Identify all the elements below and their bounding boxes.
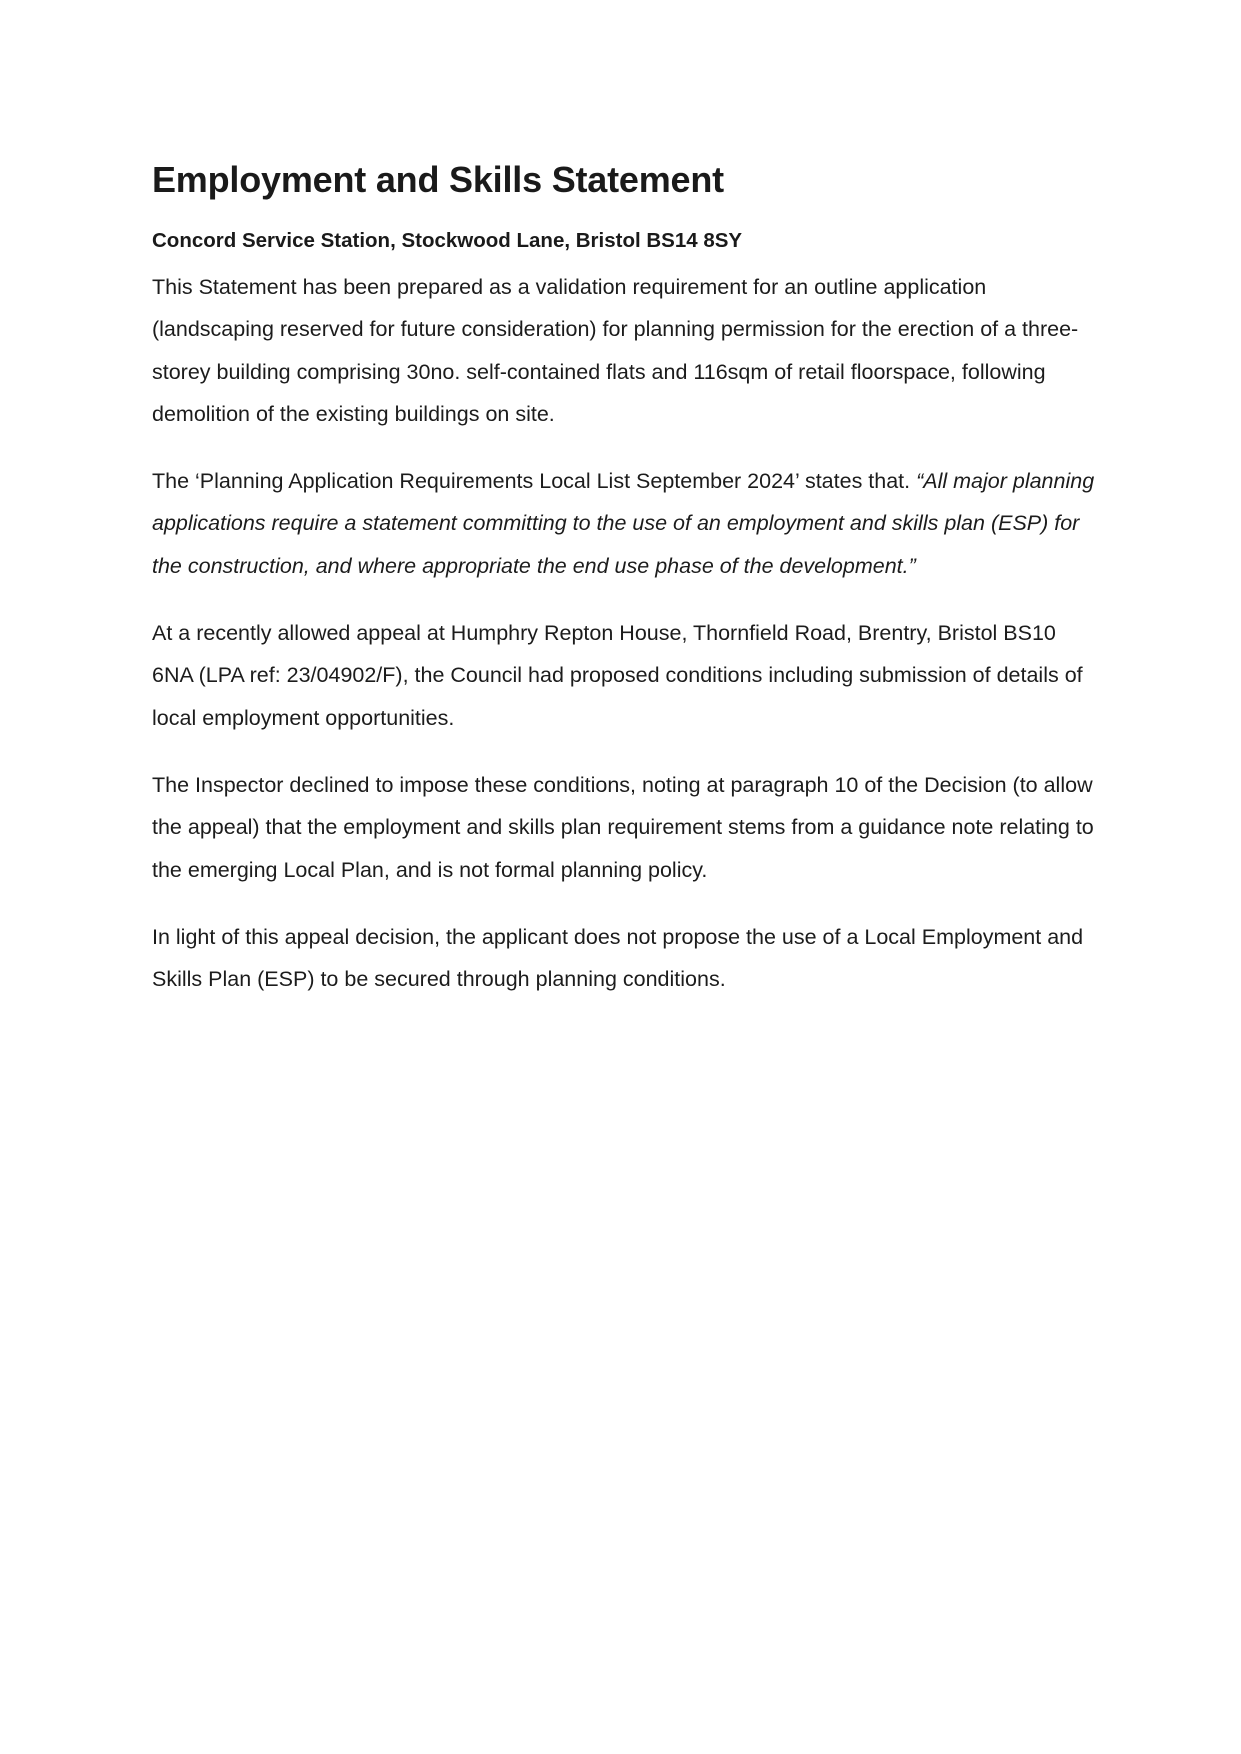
document-title: Employment and Skills Statement — [152, 159, 724, 200]
paragraph-intro: This Statement has been prepared as a validation requirement for an outline application (landscaping reserved for future consideration) for planning permission for the erection of a three-storey building comprising 30no. self-contained flats and 116sqm of retail floorspace, following demolition of the existing buildings on site. — [152, 275, 1079, 426]
paragraph-local-list — [152, 460, 1102, 587]
site-address-heading: Concord Service Station, Stockwood Lane, Bristol BS14 8SY — [152, 229, 743, 252]
local-list-quote: “All major planning applications require a statement committing to the use of an employment and skills plan (ESP) for the construction, and where appropriate the end use phase of the development.” — [152, 469, 1095, 578]
paragraph-appeal: At a recently allowed appeal at Humphry Repton House, Thornfield Road, Brentry, Bristol BS10 6NA (LPA ref: 23/04902/F), the Council had proposed conditions including submission of details of local employment opportunities. — [152, 621, 1083, 730]
local-list-lead-text: The ‘Planning Application Requirements Local List September 2024’ states that. — [152, 469, 917, 494]
paragraph-inspector: The Inspector declined to impose these conditions, noting at paragraph 10 of the Decision (to allow the appeal) that the employment and skills plan requirement stems from a guidance note relating to the emerging Local Plan, and is not formal planning policy. — [152, 772, 1094, 882]
document-body — [152, 158, 1102, 1025]
paragraph-conclusion: In light of this appeal decision, the applicant does not propose the use of a Local Employment and Skills Plan (ESP) to be secured through planning conditions. — [152, 924, 1084, 992]
